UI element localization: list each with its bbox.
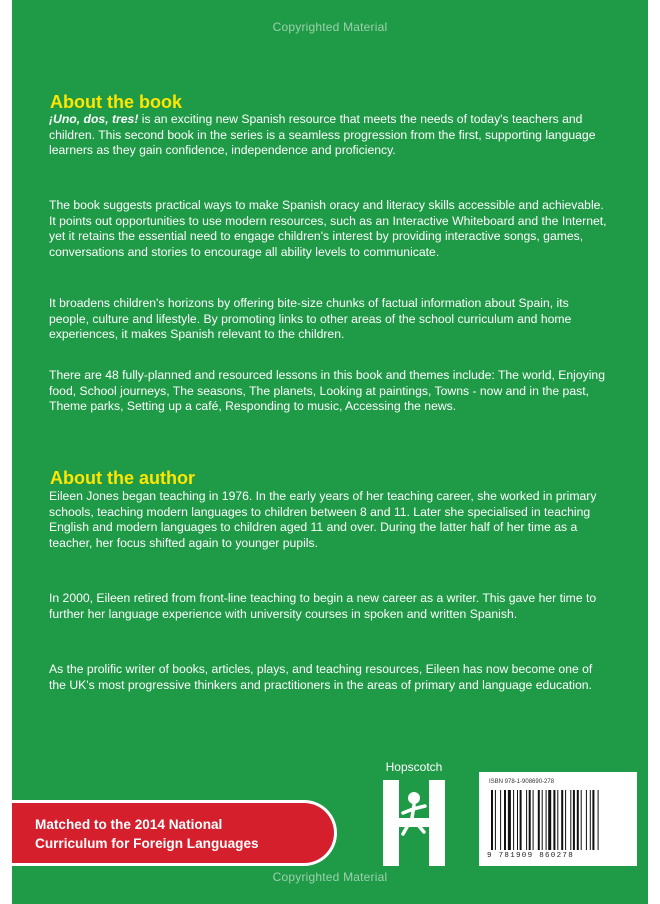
about-author-paragraph-1: Eileen Jones began teaching in 1976. In the early years of her teaching career, she worked in primary schools, teaching modern languages to children between 8 and 11. Later she specialised in teaching English and modern languages to children aged 11 and over. During the latter half of her time as a teacher, her focus shifted again to younger pupils. — [49, 489, 597, 550]
curriculum-banner — [12, 800, 337, 866]
about-book-paragraph-4: There are 48 fully-planned and resourced lessons in this book and themes include: The world, Enjoying food, School journeys, The seasons, The planets, Looking at paintings, Towns - now and in the past, Theme parks, Setting up a café, Responding to music, Accessing the news. — [49, 368, 605, 414]
about-book-paragraph-2: The book suggests practical ways to make Spanish oracy and literacy skills accessible and achievable. It points out opportunities to use modern resources, such as an Interactive Whiteboard and the Internet, yet it retains the essential need to engage children's interest by providing interactive songs, games, conversations and stories to encourage all ability levels to communicate. — [49, 198, 607, 259]
about-book-heading: About the book — [50, 92, 182, 112]
about-book-paragraph-1-text: is an exciting new Spanish resource that meets the needs of today's teachers and children. This second book in the series is a seamless progression from the first, supporting language learners as they gain confidence, independence and proficiency. — [49, 112, 596, 158]
book-title-italic: ¡Uno, dos, tres! — [49, 112, 139, 126]
about-author-paragraph-3: As the prolific writer of books, articles, plays, and teaching resources, Eileen has now become one of the UK's most progressive thinkers and practitioners in the areas of primary and language education. — [49, 662, 593, 692]
hopscotch-logo-icon — [379, 778, 449, 870]
copyright-watermark-top: Copyrighted Material — [272, 20, 388, 34]
about-author-paragraph-2: In 2000, Eileen retired from front-line teaching to begin a new career as a writer. This gave her time to further her language experience with university courses in spoken and written Spanish. — [49, 591, 597, 621]
about-author-heading: About the author — [50, 468, 195, 488]
barcode — [479, 772, 637, 866]
publisher-name: Hopscotch — [385, 760, 443, 774]
book-back-cover — [12, 0, 648, 904]
curriculum-banner-line-1: Matched to the 2014 National — [35, 817, 223, 832]
barcode-digits: 9 781909 860278 — [487, 852, 575, 860]
about-book-paragraph-3: It broadens children's horizons by offering bite-size chunks of factual information about Spain, its people, culture and lifestyle. By promoting links to other areas of the school curriculum and home experiences, it makes Spanish relevant to the children. — [49, 296, 572, 342]
barcode-bars-icon — [491, 790, 627, 850]
curriculum-banner-line-2: Curriculum for Foreign Languages — [35, 836, 259, 851]
copyright-watermark-bottom: Copyrighted Material — [272, 870, 388, 884]
isbn-label: ISBN 978-1-908690-278 — [489, 779, 555, 785]
about-book-paragraph-1 — [49, 112, 609, 159]
publisher-block — [368, 760, 460, 870]
